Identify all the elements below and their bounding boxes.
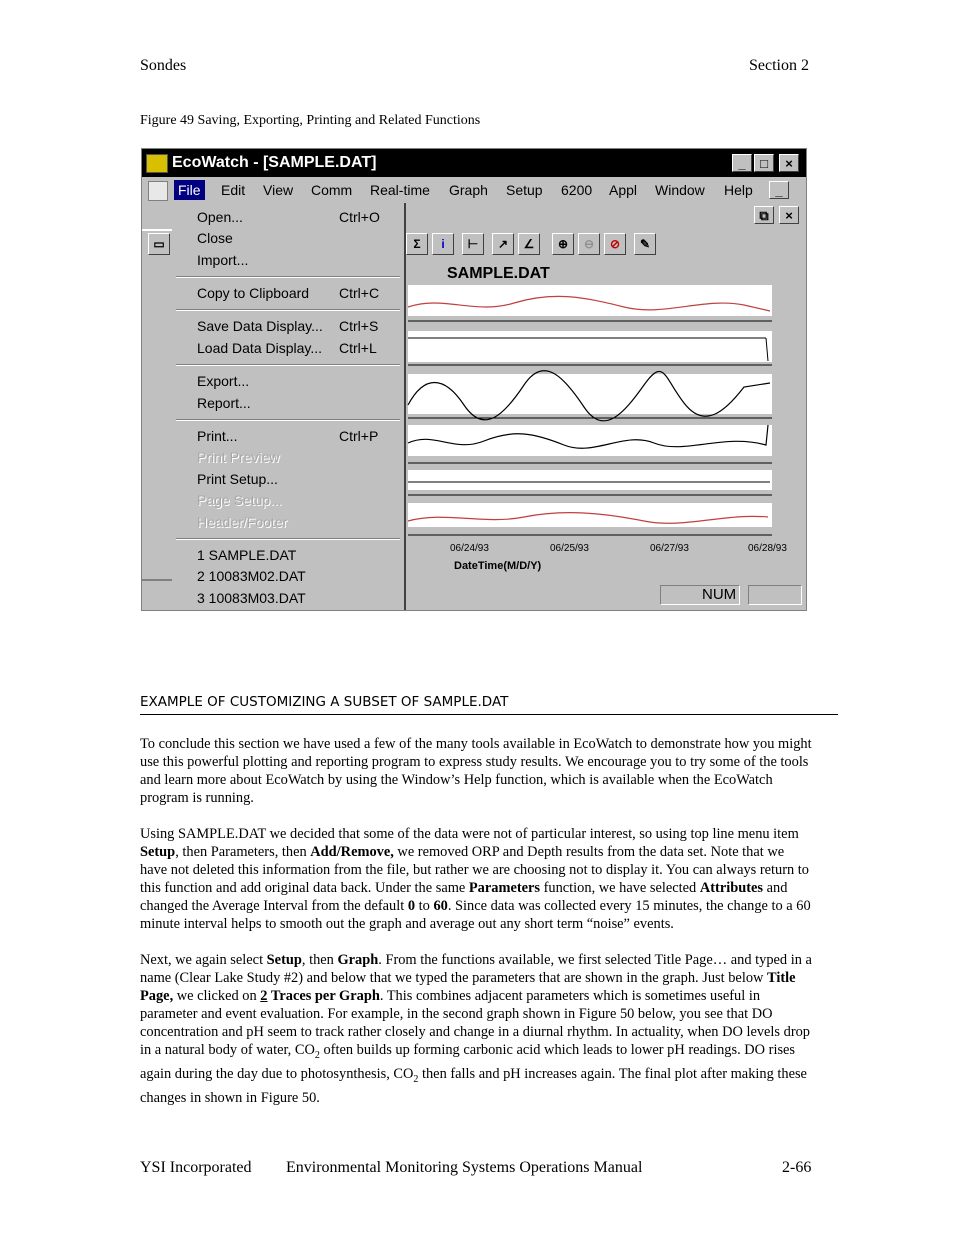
menu-appl[interactable]: Appl [609, 182, 638, 198]
trace-panel-1 [408, 285, 772, 316]
menu-comm[interactable]: Comm [311, 182, 353, 198]
x-tick-3: 06/27/93 [650, 543, 689, 554]
menu-separator [176, 276, 400, 278]
section-title: EXAMPLE OF CUSTOMIZING A SUBSET OF SAMPLE.DAT [140, 694, 838, 715]
figure-caption: Figure 49 Saving, Exporting, Printing and Related Functions [140, 113, 481, 128]
trace-panel-2 [408, 331, 772, 362]
plot-title: SAMPLE.DAT [447, 265, 550, 282]
menu-view[interactable]: View [263, 182, 294, 198]
menu-item-print[interactable]: Print... [197, 428, 238, 444]
maximize-icon[interactable]: □ [754, 154, 774, 172]
paragraph-1: To conclude this section we have used a few of the many tools available in EcoWatch to demonstrate how you might use this powerful plotting and reporting program to express study results. We encourage you to try some of the tools and learn more about EcoWatch by using the Window’s Help function, which is available when the EcoWatch program is running. [140, 736, 812, 806]
menu-item-page-setup: Page Setup... [197, 492, 282, 508]
status-cell-right [748, 585, 802, 605]
footer-company: YSI Incorporated [140, 1159, 252, 1176]
menu-separator [176, 364, 400, 366]
menu-item-report[interactable]: Report... [197, 395, 251, 411]
menu-window[interactable]: Window [655, 182, 705, 198]
window-title: EcoWatch - [SAMPLE.DAT] [172, 154, 377, 171]
menu-item-open[interactable]: Open... [197, 209, 243, 225]
menu-item-print-preview: Print Preview [197, 449, 280, 465]
cursor-icon[interactable]: ↗ [492, 233, 514, 255]
x-tick-4: 06/28/93 [748, 543, 787, 554]
x-axis-label: DateTime(M/D/Y) [454, 560, 542, 572]
zoom-in-icon[interactable]: ⊕ [552, 233, 574, 255]
no-zoom-icon[interactable]: ⊘ [604, 233, 626, 255]
ecowatch-app-icon [146, 154, 168, 173]
paragraph-3: Next, we again select Setup, then Graph. From the functions available, we first selected Title Page… and typed in a name (Clear Lake Study #2) and below that we typed the parameters that are shown in the graph. Just below Title Page, we clicked on 2 Traces per Graph. This combines adjacent parameters which is sometimes useful in parameter and event evaluation. For example, in the second graph shown in Figure 50 below, you see that DO concentration and pH seem to track rather closely and change in a diurnal rhythm. In actuality, when DO levels drop in a natural body of water, $CO_2$ often builds up forming carbonic acid which leads to lower pH readings. DO rises again during the day due to photosynthesis, $CO_2$ then falls and pH increases again. The final plot after making these changes in shown in Figure 50. [140, 952, 812, 1106]
menu-item-import[interactable]: Import... [197, 252, 249, 268]
mdi-edge-bottom [142, 579, 172, 581]
shortcut-copy: Ctrl+C [339, 285, 380, 301]
doc-restore-icon[interactable]: ⧉ [754, 206, 774, 224]
document-icon[interactable] [148, 181, 168, 201]
menu-separator [176, 419, 400, 421]
paragraph-2: Using SAMPLE.DAT we decided that some of the data were not of particular interest, so using top line menu item Setup, then Parameters, then Add/Remove, we removed ORP and Depth results from the data set. Note that we have not deleted this information from the file, but rather we are choosing not to display it. You can always return to this function and add original data back. Under the same Parameters function, we have selected Attributes and changed the Average Interval from the default 0 to 60. Since data was collected every 15 minutes, the change to a 60 minute interval helps to smooth out the graph and average out any short term “noise” events. [140, 826, 811, 932]
trace-panel-3 [408, 374, 772, 414]
menu-help[interactable]: Help [724, 182, 753, 198]
close-icon[interactable]: × [779, 154, 799, 172]
menu-item-header-footer: Header/Footer [197, 514, 288, 530]
menu-item-print-setup[interactable]: Print Setup... [197, 471, 278, 487]
shortcut-open: Ctrl+O [339, 209, 380, 225]
trace-panel-5 [408, 470, 772, 490]
x-tick-1: 06/24/93 [450, 543, 489, 554]
menu-item-copy-clipboard[interactable]: Copy to Clipboard [197, 285, 310, 301]
trace-icon[interactable]: ⊢ [462, 233, 484, 255]
footer-page-number: 2-66 [782, 1159, 812, 1176]
trace-panel-4 [408, 425, 772, 456]
body-text [140, 735, 812, 1125]
menu-graph[interactable]: Graph [449, 182, 488, 198]
minimize-icon[interactable]: _ [732, 154, 752, 172]
window-titlebar [142, 149, 806, 177]
shortcut-print: Ctrl+P [339, 428, 379, 444]
menu-item-close[interactable]: Close [197, 230, 233, 246]
doc-close-icon[interactable]: × [779, 206, 799, 224]
menu-file[interactable]: File [174, 180, 205, 200]
status-num: NUM [702, 586, 737, 603]
open-folder-icon[interactable]: ▭ [148, 233, 170, 255]
menu-item-recent-2[interactable]: 2 10083M02.DAT [197, 568, 306, 584]
zoom-out-icon[interactable]: ⊖ [578, 233, 600, 255]
menu-bar [142, 177, 806, 203]
pen-icon[interactable]: ✎ [634, 233, 656, 255]
x-tick-2: 06/25/93 [550, 543, 589, 554]
info-icon[interactable]: i [432, 233, 454, 255]
file-menu-dropdown [172, 203, 406, 611]
menu-item-load-display[interactable]: Load Data Display... [197, 340, 323, 356]
menu-item-recent-1[interactable]: 1 SAMPLE.DAT [197, 547, 297, 563]
footer-manual: Environmental Monitoring Systems Operations Manual [286, 1159, 643, 1176]
menu-item-recent-3[interactable]: 3 10083M03.DAT [197, 590, 306, 606]
shortcut-save: Ctrl+S [339, 318, 379, 334]
menu-item-save-display[interactable]: Save Data Display... [197, 318, 323, 334]
menu-separator [176, 309, 400, 311]
trace-panel-6 [408, 503, 772, 527]
menu-edit[interactable]: Edit [221, 182, 246, 198]
traces-chart [404, 285, 784, 585]
chart-icon[interactable]: ∠ [518, 233, 540, 255]
menu-setup[interactable]: Setup [506, 182, 543, 198]
shortcut-load: Ctrl+L [339, 340, 377, 356]
page-header-right: Section 2 [749, 57, 809, 74]
menu-6200[interactable]: 6200 [561, 182, 593, 198]
menu-separator [176, 538, 400, 540]
ecowatch-screenshot [141, 148, 807, 611]
menu-item-export[interactable]: Export... [197, 373, 250, 389]
doc-minimize-icon[interactable]: _ [769, 181, 789, 199]
menu-real-time[interactable]: Real-time [370, 182, 430, 198]
page-header-left: Sondes [140, 57, 187, 74]
sum-icon[interactable]: Σ [406, 233, 428, 255]
mdi-edge [142, 229, 172, 231]
